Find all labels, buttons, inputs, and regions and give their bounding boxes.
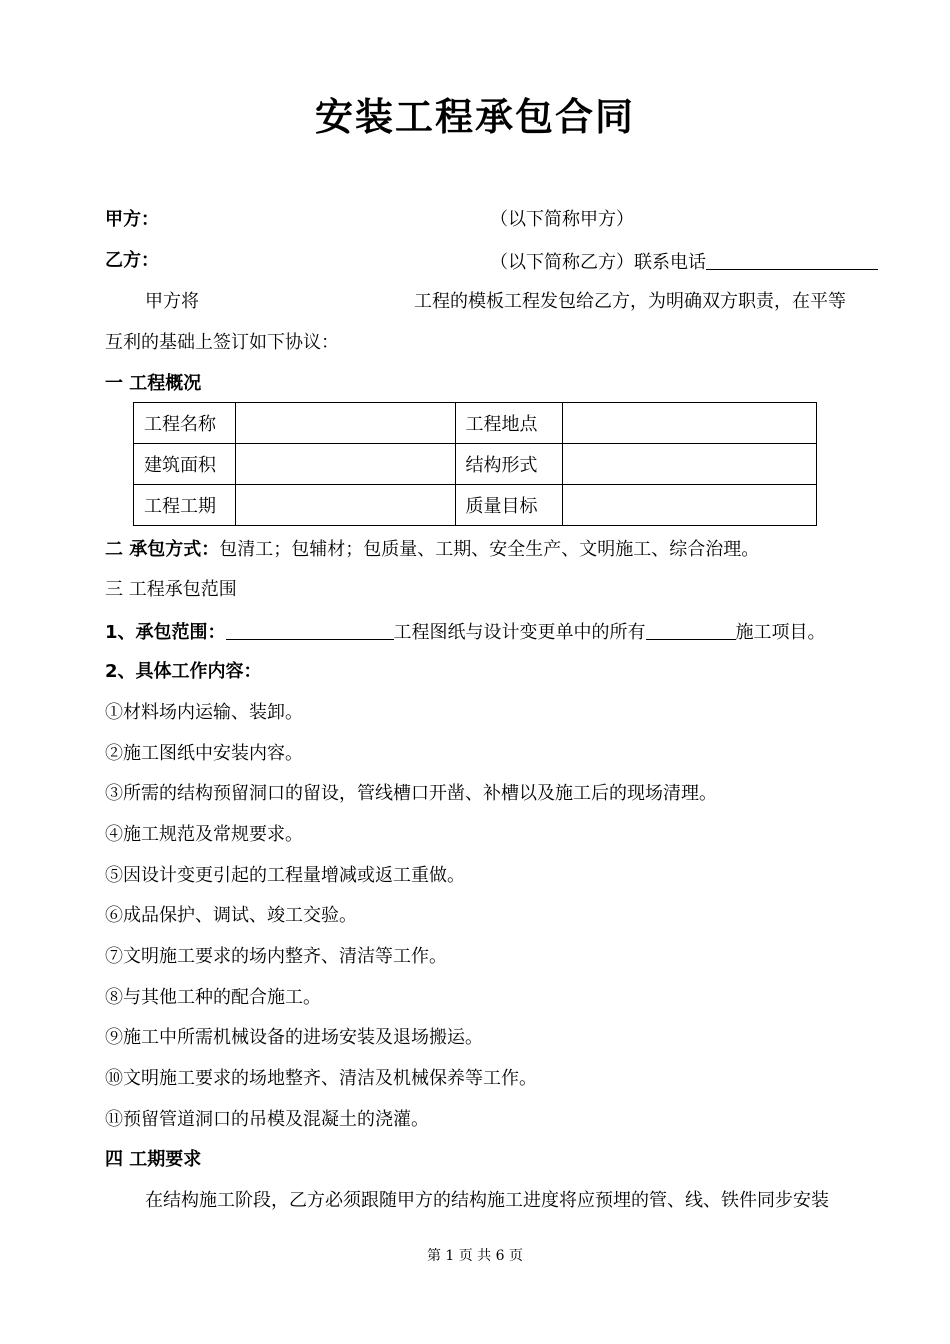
table-cell <box>235 485 455 526</box>
party-a-line <box>105 208 159 232</box>
intro-line2: 互利的基础上签订如下协议： <box>105 332 339 353</box>
party-a-alias: （以下简称甲方） <box>490 209 634 230</box>
project-overview-table <box>133 402 817 526</box>
list-item: ①材料场内运输、装卸。 <box>105 702 303 723</box>
list-item: ⑨施工中所需机械设备的进场安装及退场搬运。 <box>105 1027 483 1048</box>
scope-line <box>105 619 826 645</box>
intro-rest: 工程的模板工程发包给乙方，为明确双方职责，在平等 <box>414 291 846 312</box>
document-title: 安装工程承包合同 <box>314 95 635 139</box>
section-2-line <box>105 538 759 562</box>
phone-blank <box>706 249 878 270</box>
table-cell: 工程地点 <box>455 403 563 444</box>
list-item: ③所需的结构预留洞口的留设，管线槽口开凿、补槽以及施工后的现场清理。 <box>105 783 717 804</box>
scope-label: 1、承包范围： <box>105 622 226 643</box>
section-3-heading: 三 工程承包范围 <box>105 579 237 600</box>
table-cell: 质量目标 <box>455 485 563 526</box>
party-b-alias-line <box>490 249 878 275</box>
table-cell <box>563 444 817 485</box>
section-1-heading: 一 工程概况 <box>105 373 202 394</box>
scope-mid: 工程图纸与设计变更单中的所有 <box>393 622 646 643</box>
table-cell <box>235 444 455 485</box>
section-4-text: 在结构施工阶段，乙方必须跟随甲方的结构施工进度将应预埋的管、线、铁件同步安装 <box>145 1190 829 1211</box>
table-cell: 建筑面积 <box>134 444 236 485</box>
list-item: ⑦文明施工要求的场内整齐、清洁等工作。 <box>105 946 447 967</box>
table-row <box>134 485 817 526</box>
page-footer: 第 1 页 共 6 页 <box>426 1248 524 1264</box>
party-b-alias: （以下简称乙方）联系电话 <box>490 252 706 273</box>
scope-blank-1 <box>226 619 394 640</box>
table-cell: 工程工期 <box>134 485 236 526</box>
table-cell <box>563 403 817 444</box>
work-content-label: 2、具体工作内容： <box>105 661 262 682</box>
table-cell <box>563 485 817 526</box>
list-item: ⑧与其他工种的配合施工。 <box>105 987 321 1008</box>
list-item: ⑥成品保护、调试、竣工交验。 <box>105 905 357 926</box>
list-item: ④施工规范及常规要求。 <box>105 824 303 845</box>
party-a-label: 甲方： <box>105 209 159 230</box>
table-cell <box>235 403 455 444</box>
scope-blank-2 <box>646 619 736 640</box>
table-cell: 工程名称 <box>134 403 236 444</box>
table-row <box>134 403 817 444</box>
section-4-heading: 四 工期要求 <box>105 1149 202 1170</box>
list-item: ⑩文明施工要求的场地整齐、清洁及机械保养等工作。 <box>105 1068 537 1089</box>
intro-start: 甲方将 <box>145 291 199 312</box>
table-row <box>134 444 817 485</box>
list-item: ⑪预留管道洞口的吊模及混凝土的浇灌。 <box>105 1109 429 1130</box>
section-2-heading: 二 承包方式： <box>105 539 220 560</box>
list-item: ②施工图纸中安装内容。 <box>105 743 303 764</box>
table-cell: 结构形式 <box>455 444 563 485</box>
party-b-label: 乙方： <box>105 250 159 271</box>
list-item: ⑤因设计变更引起的工程量增减或返工重做。 <box>105 865 465 886</box>
scope-end: 施工项目。 <box>735 622 826 643</box>
section-2-text: 包清工；包辅材；包质量、工期、安全生产、文明施工、综合治理。 <box>219 539 760 560</box>
party-b-line <box>105 249 159 273</box>
